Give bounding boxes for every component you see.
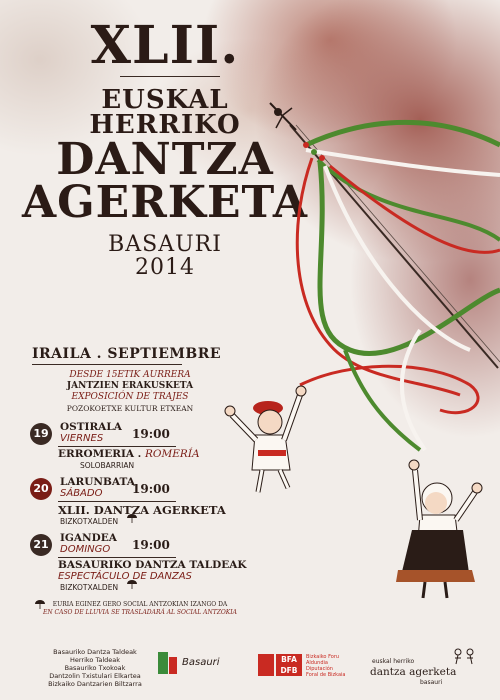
day-21-time: 19:00: [132, 538, 170, 552]
day-19-time: 19:00: [132, 427, 170, 441]
rain-note-es: EN CASO DE LLUVIA SE TRASLADARÁ AL SOCIAL ANTZOKIA: [42, 609, 237, 616]
dancers-logo-icon: [450, 646, 480, 668]
day-20-name-eu: LARUNBATA: [60, 476, 135, 488]
day-21-event: BASAURIKO DANTZA TALDEAK: [58, 559, 247, 571]
basauri-logo: [158, 652, 238, 676]
bfa-text-bottom: DFB: [280, 666, 298, 675]
intro-venue: POZOKOETXE KULTUR ETXEAN: [66, 404, 194, 413]
organizers-list: [45, 648, 145, 688]
male-dancer: [225, 386, 306, 492]
month-heading: IRAILA . SEPTIEMBRE: [32, 346, 222, 362]
day-19-name-es: VIERNES: [60, 433, 104, 444]
organizer-3: Basauriko Txokoak: [64, 664, 126, 672]
basauri-logo-mark-2: [169, 657, 177, 674]
month-underline: [32, 364, 182, 365]
organizer-1: Basauriko Dantza Taldeak: [53, 648, 137, 656]
bfa-caption: [306, 654, 345, 678]
day-20-time: 19:00: [132, 482, 170, 496]
day-21-name-eu: IGANDEA: [60, 532, 117, 544]
day-19-event: [58, 448, 200, 460]
day-19-place: SOLOBARRIAN: [80, 461, 135, 470]
bfa-text-top: BFA: [281, 655, 297, 664]
title-agerketa: AGERKETA: [21, 177, 309, 228]
bfa-mark: [276, 654, 302, 676]
bfa-caption-line: Aldundia: [306, 660, 328, 666]
title-dantza: DANTZA: [56, 134, 274, 185]
edition-number: XLII.: [90, 15, 240, 76]
organizer-5: Bizkaiko Dantzarien Biltzarra: [48, 680, 142, 688]
intro-costumes-es: EXPOSICIÓN DE TRAJES: [71, 392, 189, 402]
title-herriko: HERRIKO: [89, 110, 241, 140]
day-19-name-eu: OSTIRALA: [60, 421, 122, 433]
bfa-emblem: [258, 654, 274, 676]
title-city: BASAURI: [108, 232, 222, 257]
divider: [58, 501, 176, 502]
title-year: 2014: [135, 255, 195, 280]
day-21-event-es: ESPECTÁCULO DE DANZAS: [58, 571, 192, 582]
day-19-event-es: ROMERÍA: [144, 448, 200, 460]
day-19-badge: 19: [30, 423, 52, 445]
day-21-place: BIZKOTXALDEN: [60, 583, 119, 592]
day-20-badge: 20: [30, 478, 52, 500]
day-20-name-es: SÁBADO: [60, 488, 103, 499]
dantza-logo-city: basauri: [420, 679, 443, 686]
divider: [58, 446, 176, 447]
day-21-name-es: DOMINGO: [60, 544, 111, 555]
dantza-agerketa-logo: [368, 646, 488, 688]
bfa-caption-line: Diputación: [306, 666, 333, 672]
rain-note-eu: EURIA EGINEZ GERO SOCIAL ANTZOKIAN IZANGO DA: [52, 601, 228, 608]
intro-costumes-eu: JANTZIEN ERAKUSKETA: [66, 381, 194, 391]
organizer-2: Herriko Taldeak: [69, 656, 121, 664]
day-21-badge: 21: [30, 534, 52, 556]
day-20-event: XLII. DANTZA AGERKETA: [58, 503, 226, 517]
day-20-place: BIZKOTXALDEN: [60, 517, 119, 526]
divider: [58, 557, 176, 558]
basauri-logo-mark: [158, 652, 168, 674]
bfa-logo: [258, 654, 358, 680]
day-19-event-eu: ERROMERIA .: [58, 448, 145, 460]
dantza-logo-main: dantza agerketa: [370, 666, 457, 678]
bfa-caption-line: Foral de Bizkaia: [306, 672, 346, 678]
pole-top-figure: [270, 103, 296, 130]
organizer-4: Dantzolin Txistulari Elkartea: [49, 672, 141, 680]
dantza-logo-small: euskal herriko: [372, 658, 415, 665]
title-euskal: EUSKAL: [101, 85, 229, 115]
basauri-logo-text: Basauri: [182, 657, 220, 668]
female-dancer: [396, 460, 482, 598]
bfa-caption-line: Bizkaiko Foru: [306, 654, 340, 660]
intro-from: DESDE 15ETIK AURRERA: [69, 370, 191, 380]
